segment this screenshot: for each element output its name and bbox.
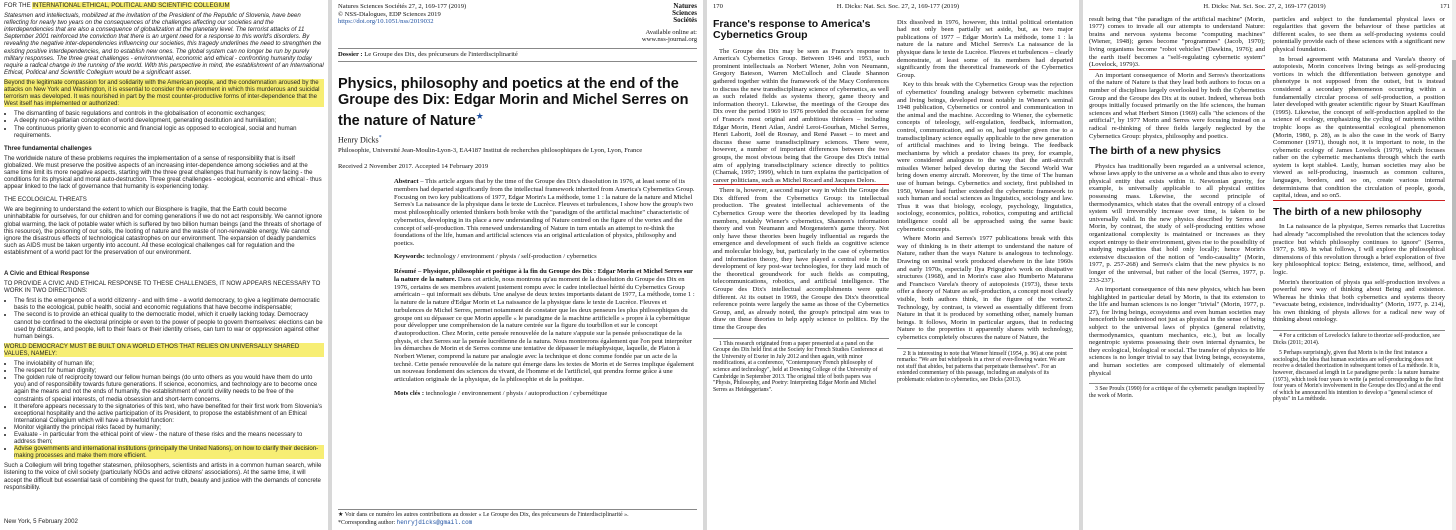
body-paragraph: Key to this break with the Cybernetics Group was the rejection of cybernetics' founding analogy between cybernetic machines and living beings, developed most notably in Wiener's seminal 1948 publication, Cybernetics or control and communication in the animal and the machine. According to Wiener, the cybernetic concepts of teleology, self-regulation, feedback, information, control, communication, and so on, had together given rise to a transdisciplinary science equally applicable to the new generation of artificial machines and to living beings. The feedback mechanisms by which a predator chases its prey, for example, were considered analogous to the way that the anti-aircraft missiles Wiener helped develop during the Second World War bring down enemy aircraft. Moreover, by the time of The human use of human beings. Cybernetics and society, first published in 1950, Wiener had further extended the cybernetic framework to such human and social sciences as linguistics, sociology and law. Thus it was that biology, ecology, psychology, linguistics, sociology, economics, politics, robotics, computing and artificial intelligence could all be approached using the same basic cybernetic concepts. — [897, 81, 1073, 233]
running-title: H. Dicks: Nat. Sci. Soc. 27, 2, 169-177 (2019) — [1203, 3, 1326, 10]
scrollbar[interactable] — [1452, 0, 1456, 530]
received-dates: Received 2 November 2017. Accepted 14 February 2019 — [338, 162, 489, 170]
footnotes: ★ Voir dans ce numéro les autres contributions au dossier « Le Groupe des Dix, des précurseurs de l'interdisciplinarité ». *Corresponding author: henryjdicks@gmail.com — [338, 509, 697, 527]
journal-logo: Natures Sciences Sociétés — [672, 2, 697, 25]
footnote: 5 Perhaps surprisingly, given that Morin is in the first instance a sociologist, the idea that human societies are self-producing does not receive a detailed theorization in subsequent tomes of La méthode. It is, however, discussed at length in Le paradigme perdu : la nature humaine (1973), which took four years to write (a period corresponding to the first four years of Morin's involvement in the Groupe des Dix) and at the end of which he announced his intention to develop a "general science of physis" in La méthode. — [1273, 350, 1444, 403]
list-item: • The first is the emergence of a world citizenry - and with time - a world democracy, to give a legitimate democratic basis to the ecological, public health, social and economic regulations that have become indispensable; — [14, 297, 324, 311]
scrollbar-thumb[interactable] — [1452, 60, 1456, 260]
keywords: technology / environment / physis / self-production / cybernetics — [426, 252, 597, 260]
article-page-171 — [1083, 0, 1456, 530]
affiliation: Philosophie, Université Jean-Moulin-Lyon-3, EA4187 Institut de recherches philosophiques de Lyon, Lyon, France — [338, 146, 643, 154]
journal-citation: Natures Sciences Sociétés 27, 2, 169-177 (2019) — [338, 3, 467, 10]
body-paragraph: The Groupe des Dix may be seen as France's response to America's Cybernetics Group. Between 1946 and 1953, such prominent intellectuals as Norbert Wiener, John von Neumann, Gregory Bateson, Warren McCulloch and Claude Shannon gathered together within the framework of the Macy Conferences to discuss the new transdisciplinary science of cybernetics, as well as such related fields as systems theory, game theory and information theory1. Likewise, the meetings of the Groupe des Dix over the period 1969 to 1976 provided the occasion for some of France's most original and ambitious thinkers – including Edgar Morin, Henri Atlan, André Leroi-Gourhan, Michel Serres, Henri Laborit, Joël de Rosnay, and René Passet – to meet and discuss these same transdisciplinary sciences. There were, however, a number of important differences between the two groups, the most obvious being that the Groupe des Dix's initial aim of applying transdisciplinary science directly to politics (Chamak, 1997; 1999), which in turn explains the participation of career politicians, such as Michel Rocard and Jacques Delors. — [713, 47, 889, 184]
list-item: • The dismantling of basic regulations and controls in the globalisation of economic exchanges; — [14, 110, 324, 117]
abstract-block: Abstract – This article argues that by the time of the Groupe des Dix's dissolution in 1976, at least some of its members had departed significantly from the intellectual framework inherited from America's Cybernetics Group. Focusing on two key publications of 1977, Edgar Morin's La méthode, tome 1 : la nature de la nature and Michel Serres's La naissance de la physique dans le texte de Lucrèce. Fleuves et turbulences, I show how the group's two most philosophically oriented thinkers both broke with the "paradigm of the artificial machine" characteristic of cybernetics, developing in its place a new understanding of Nature centred on the figure of the vortex and the concept of self-production. This renewed understanding of Nature in turn entails an attempt to re-think the foundations of the life, human and artificial sciences via an original articulation of physics, philosophy and poetics. Keywords: technology / environment / physis / self-production / cybernetics Résumé – Physique, philosophie et poétique à la fin du Groupe des Dix : Edgar Morin et Michel Serres sur la nature de la nature. Dans cet article, nous montrons qu'au moment de la dissolution du Groupe des Dix en 1976, certains de ses membres avaient justement rompu avec le cadre intellectuel hérité du Cybernetics Group américain – qui informait ses débuts. Une analyse de deux textes importants datant de 1977, La méthode, tome 1 : la nature de la nature d'Edgar Morin et La naissance de la physique dans le texte de Lucrèce. Fleuves et turbulences de Michel Serres, permet notamment de constater que les deux penseurs les plus philosophiques du groupe ont su dépasser ce que Morin appelle « le paradigme de la machine artificielle » propre à la cybernétique pour développer une compréhension de la nature centrée sur la figure du tourbillon et sur le concept d'autoproduction. Chez Morin, cette pensée renouvelée de la nature s'appuie sur la pensée présocratique de la physis, et chez Serres sur la pensée lucrétienne de la natura. Nous montrerons également que l'on peut interpréter les démarches de Morin et de Serres comme une tentative de dépasser le métaphysique, laquelle, de Platon à Norbert Wiener, comprend la nature par analogie avec la technique et donc comme fondée par un acte de la technè. Cette pensée renouvelée de la nature qui émerge dans les textes de Morin et de Serres implique également un nouveau fondement des sciences du vivant, de l'homme et de l'artificiel, qui prendra forme grâce à une articulation originale de la physique, de la philosophie et de la poétique. Mots clés : technologie / environnement / physis / autoproduction / cybernétique — [394, 178, 695, 397]
doi-link[interactable]: https://doi.org/10.1051/nss/2019032 — [338, 18, 434, 26]
intro-paragraph: Statesmen and intellectuals, mobilized at the invitation of the President of the Republic of Slovenia, have been reflecting for nearly two years on the consequences of the challenges affecting our societies and the interdependencies that are also a consequence of globalization at the planetary level. The terrorist attacks of 11 September 2001 reinforced the conviction that there is an urgent need for a response to this world's disorders. By revealing the negative inter-dependencies influencing our societies, this tragedy underlines the need to strengthen the existing positive interdependencies, and to establish new ones. The global system can no longer be run by purely military responses. The three great challenges - environmental, economic and ethical - confronting humanity today require a radical change in the running of the world. With this perspective in mind, the establishment of an International Ethical, Political and Scientific Collegium would be a significant asset. — [4, 12, 324, 76]
footnote: 2 It is interesting to note that Wiener himself (1954, p. 96) at one point remarks: "We are but whirlpools in a river of ever-flowing water. We are not stuff that abides, but patterns that perpetuate themselves". For an extended commentary of this passage, including an analysis of its problematic relation to cybernetics, see Dicks (2013). — [897, 348, 1073, 384]
body-paragraph: An important consequence of Morin and Serres's theorizations of the nature of Nature is that they lead both authors to focus on a number of disciplines largely overlooked by both the Cybernetics Group and the Groupe des Dix at its outset. Indeed, whereas both groups initially focused primarily on the life sciences, the human sciences and what Herbert Simon (1969) calls "the sciences of the artificial", by 1977 Morin and Serres were focusing instead on a radical re-thinking of three fields largely neglected by the Cybernetics Group: physics, philosophy and poetics. — [1089, 71, 1265, 140]
civic-intro: TO PROVIDE A CIVIC AND ETHICAL RESPONSE TO THESE CHALLENGES, IT NOW APPEARS NECESSARY TO WORK IN TWO DIRECTIONS: — [4, 280, 321, 295]
journal-site: www.nss-journal.org — [641, 36, 697, 44]
copyright: © NSS-Dialogues, EDP Sciences 2019 — [338, 10, 441, 18]
abstract-label: Abstract — [394, 178, 419, 186]
body-paragraph: result being that "the paradigm of the artificial machine" (Morin, 1977) comes to invade all our attempts to understand Nature: brains and nervous systems become "computing machines" (Wiener, 1948); genes become "programmes" (Jacob, 1970); living organisms become "robot vehicles" (Dawkins, 1976); and the earth itself becomes a "self-regulating cybernetic system" (Lovelock, 1979)3. — [1089, 15, 1265, 69]
ethos-paragraph: WORLD DEMOCRACY MUST BE BUILT ON A WORLD ETHOS THAT RELIES ON UNIVERSALLY SHARED VALUES, NAMELY: — [4, 343, 324, 357]
title-star-mark: ★ — [475, 110, 484, 121]
footnote: 1 This research originated from a paper presented at a panel on the Groupe des Dix held first at the Society for French Studies Conference at the University of Exeter in July 2012 and then again, with minor modifications, at a conference, "Contemporary French philosophy of science and technology", held at Downing College of the University of Cambridge in September 2013. The original title of both papers was "Physis, Philosophy, and Poetry: Interpreting Edgar Morin and Michel Serres as Heideggerians". — [713, 338, 889, 394]
page-number: 170 — [713, 3, 723, 10]
bullet-list-1 — [4, 110, 324, 138]
closing-paragraph: Such a Collegium will bring together statesmen, philosophers, scientists and artists in a common human search, while listening to the voice of civil society (particularly NGOs and active citizens' associations). At the same time, it will accept the difficult but essential task of combining the quest for truth, beauty and justice with the demands of concrete responsibility. — [4, 462, 322, 491]
footer-date: New York, 5 February 2002 — [4, 517, 78, 525]
available-online: Available online at: — [645, 28, 697, 36]
manifesto-page — [0, 0, 328, 530]
page-number: 171 — [1440, 3, 1450, 10]
body-paragraph: An important consequence of this new physics, which has been highlighted in particular detail by Morin, is that its extension to the life and human sciences is no longer "trivial" (Morin, 1977, p. 27), for living beings, ecosystems and even human societies may henceforth be understood not just as physical in the sense of being subject to the universal laws of physics (general relativity, thermodynamics, quantum mechanics, etc.), but as locally negentropic systems possessing their own internal dynamics, be they ecological, biological or social. The transfer of physics to life sciences is no longer trivial to say that living beings, ecosystems, and human societies are composed ultimately of elemental physical — [1089, 286, 1265, 377]
list-item: • The continuous priority given to economic and financial logic as opposed to ecological, social and human requirements. — [14, 125, 324, 139]
list-item: • Advise governments and international institutions (principally the United Nations), on how to clarify their decision-making processes and make them more efficient. — [14, 445, 324, 459]
running-header — [713, 3, 1073, 11]
abstract-text: – This article argues that by the time of the Groupe des Dix's dissolution in 1976, at least some of its members had departed significantly from the intellectual framework inherited from America's Cybernetics Group. Focusing on two key publications of 1977, Edgar Morin's La méthode, tome 1 : la nature de la nature and Michel Serres's La naissance de la physique dans le texte de Lucrèce. Fleuves et turbulences, I show how the group's two most philosophically oriented thinkers both broke with the "paradigm of the artificial machine" characteristic of cybernetics, developing in its place a new understanding of Nature centred on the figure of the vortex and the concept of self-production. This renewed understanding of Nature in turn entails an attempt to re-think the foundations of the life, human and artificial sciences via an original articulation of physics, philosophy and poetics. — [394, 178, 695, 247]
values-list — [4, 360, 324, 459]
running-title: H. Dicks: Nat. Sci. Soc. 27, 2, 169-177 (2019) — [836, 3, 960, 10]
body-paragraph: Morin's theorization of physis qua self-production involves a powerful new way of thinking about Being and existence. Whereas he thinks that both cybernetics and systems theory "evacuate being, existence, individuality" (Morin, 1977, p. 214), his own thinking of physis allows for a radical new way of thinking about ontology. — [1273, 278, 1445, 324]
list-item: • Evaluate - in particular from the ethical point of view - the nature of these risks and the means necessary to address them; — [14, 431, 324, 445]
body-paragraph: Where Morin and Serres's 1977 publications break with this way of thinking is in their attempt to understand the nature of Nature, rather than the ways Nature is analogous to technology. Drawing on seminal work produced elsewhere in the late 1960s and early 1970s, especially Ilya Prigogine's work on dissipative structures (1968), and in Morin's case also Humberto Maturana and Francisco Varela's theory of autopoiesis (1973), these texts offer a theory of Nature as self-production, a concept most clearly visible, both authors think, in the figure of the vortex2. Technology, by contrast, is viewed as essentially different from Nature in that it is produced by something other, namely human beings. It follows, Morin in particular argues, that in reducing Nature to the properties it apparently shares with technology, cybernetics completely obscures the nature of Nature, the — [897, 235, 1073, 341]
threats-paragraph: We are beginning to understand the extent to which our Biosphere is fragile, that the Earth could become uninhabitable for ourselves, for our children and for coming generations if we do not act responsibly. We cannot ignore global warming, the lack of potable water which is suffered by two billion human beings (and the threats of shortage of this resource), the poisoning of our soils, the looting of nature and the waste of non-renewable energy. We cannot ignore the disastrous effects of technological catastrophes on our environment. The expansion of deadly pandemics such as AIDS must be taken urgently into account. All these ecological challenges call for regulation and the establishment of a world pact for the preservation of our environment. — [4, 206, 323, 256]
list-item: • A deeply non-egalitarian conception of world development, generating destitution and humiliation; — [14, 117, 324, 124]
body-paragraph: There is, however, a second major way in which the Groupe des Dix differed from the Cybernetics Group: its intellectual production. The greatest intellectual achievements of the Cybernetics Group were the theories developed by its leading members, notably Wiener's cybernetics, Shannon's information theory and von Neumann and Morgenstern's game theory. Not only have these theories been hugely influential as regards the emergence and development of such fields as cognitive science and molecular biology, but, particularly in the case of cybernetics and information theory, they have played a central role in the development of key post-war technologies, for they laid much of the theoretical groundwork for such fields as computing, telecommunications, robotics, and artificial intelligence. The Groupe des Dix's intellectual accomplishments were quite different. At its outset in 1969, the Groupe des Dix's theoretical reference points were largely the same as those of the Cybernetics Group, and, as already noted, the group's principal aim was to draw on these theories to help apply science to politics. By the time the Groupe des — [713, 187, 889, 331]
body-paragraph: Physics has traditionally been regarded as a universal science, whose laws apply to the universe as a whole and thus also to every physical entity that exists within it. Newtonian gravity, for example, is universally applicable to all physical entities possessing mass. Likewise, the second principle of thermodynamics, which states that the overall entropy of a closed system will irreversibly increase over time, is taken to be universally valid. In the new physics described by Serres and Morin, by contrast, the study of self-producing entities whose organizational complexity is maintained or increases as they export entropy to their environment, gives rise to the possibility of studying regularities that hold only locally; hence Morin's extensive discussion of the notion of "endo-causality" (Morin, 1977, p. 257-268) and Serres's claim that the new physics is no longer of the universal, but rather of the local (Serres, 1977, p. 233-237). — [1089, 162, 1265, 284]
collegium-title: INTERNATIONAL ETHICAL, POLITICAL AND SCIENTIFIC COLLEGIUM — [32, 2, 230, 9]
running-header — [1089, 3, 1450, 11]
list-item: • Monitor vigilantly the principal risks faced by humanity; — [14, 424, 324, 431]
article-title: Physics, philosophy and poetics at the end of the Groupe des Dix: Edgar Morin and Michel Serres on the nature of Nature★ — [338, 75, 689, 129]
body-paragraph: In La naissance de la physique, Serres remarks that Lucretius had already "accomplished the revolution that the sciences today practice but which philosophy continues to ignore" (Serres, 1977, p. 98). In what follows, I will explore the philosophical dimensions of this revolution through a brief exploration of five key philosophical topics: Being, existence, time, selfhood, and logic. — [1273, 223, 1445, 276]
footnote: 4 For a criticism of Lovelock's failure to theorize self-production, see Dicks (2011; 2014). — [1273, 330, 1445, 346]
for-line: FOR THE INTERNATIONAL ETHICAL, POLITICAL AND SCIENTIFIC COLLEGIUM — [4, 2, 230, 9]
bullet-list-2 — [4, 297, 324, 340]
heading-threats: THE ECOLOGICAL THREATS — [4, 196, 87, 204]
list-item: • The golden rule of reciprocity toward our fellow human beings (do unto others as you would have them do unto you) and of responsibility towards future generations. If science, economics, and technology are to become once again the means and not the ends of humanity, the establishment of world civility needs to be free of the constraints of special interests, of media obsession and short-term concerns. — [14, 374, 324, 402]
list-item: • The respect for human dignity; — [14, 367, 324, 374]
list-item: • It therefore appears necessary to the signatories of this text, who have benefited for their first work from Slovenia's exceptional hospitality and the active participation of its President, to propose the establishment of an Ethical International Collegium which will have a threefold function: — [14, 403, 324, 424]
para-terrorism: Beyond the legitimate compassion for and solidarity with the American people, and the condemnation aroused by the attacks on New York and Washington, it is essential to consider the environment in which this murderous and suicidal terrorism was developed. It was nourished in part by the most counter-productive forms of inter-dependence that the West itself has implemented or authorized: — [4, 79, 324, 107]
author-name: Henry Dicks* — [338, 134, 382, 145]
article-first-page — [332, 0, 703, 530]
author-email-link[interactable]: henryjdicks@gmail.com — [396, 519, 473, 526]
section-heading: The birth of a new physics — [1089, 145, 1221, 158]
challenges-paragraph: The worldwide nature of these problems requires the implementation of a sense of responsibility that is itself globalized. We must preserve the positive aspects of an increasing inter-dependence among societies and at the same time limit its more negative aspects, starting with the three great challenges that humanity is now facing - the conditions for its physical and moral auto-destruction. Three great challenges - ecological, economic and ethical - thus appear linked to the lack of governance that humanity is experiencing today. — [4, 154, 322, 191]
resume-title: Physique, philosophie et poétique à la fin du Groupe des Dix : Edgar Morin et Michel Serres sur la nature de la nature. — [394, 268, 693, 284]
footnote: 3 See Proulx (1990) for a critique of the cybernetic paradigm inspired by the work of Morin. — [1089, 383, 1265, 399]
body-paragraph: particles and subject to the fundamental physical laws or regularities that govern the behaviour of these particles at different scales, to see them as self-producing systems could potentially provide each of these sciences with a significant new physical foundation. — [1273, 15, 1445, 53]
journal-header — [338, 3, 697, 44]
heading-challenges: Three fundamental challenges — [4, 144, 92, 152]
list-item: • The inviolability of human life; — [14, 360, 324, 367]
dossier-line: Dossier : Le Groupe des Dix, des précurseurs de l'interdisciplinarité — [338, 48, 697, 62]
resume-text: Dans cet article, nous montrons qu'au moment de la dissolution du Groupe des Dix en 1976, certains de ses membres avaient justement rompu avec le cadre intellectuel hérité du Cybernetics Group américain – qui informait ses débuts. Une analyse de deux textes importants datant de 1977, La méthode, tome 1 : la nature de la nature d'Edgar Morin et La naissance de la physique dans le texte de Lucrèce. Fleuves et turbulences de Michel Serres, permet notamment de constater que les deux penseurs les plus philosophiques du groupe ont su dépasser ce que Morin appelle « le paradigme de la machine artificielle » propre à la cybernétique pour développer une compréhension de la nature centrée sur la figure du tourbillon et sur le concept d'autoproduction. Chez Morin, cette pensée renouvelée de la nature s'appuie sur la pensée présocratique de la physis, et chez Serres sur la pensée lucrétienne de la natura. Nous montrerons également que l'on peut interpréter les démarches de Morin et de Serres comme une tentative de dépasser le métaphysique, laquelle, de Platon à Norbert Wiener, comprend la nature par analogie avec la technique et donc comme fondée par un acte de la technè. Cette pensée renouvelée de la nature qui émerge dans les textes de Morin et de Serres implique également un nouveau fondement des sciences du vivant, de l'homme et de l'artificiel, qui prendra forme grâce à une articulation originale de la physique, de la philosophie et de la poétique. — [394, 276, 695, 384]
mots-cles: technologie / environnement / physis / autoproduction / cybernétique — [425, 389, 608, 397]
section-heading: France's response to America's Cybernetics Group — [713, 17, 871, 42]
section-heading: The birth of a new philosophy — [1273, 205, 1422, 218]
heading-civic: A Civic and Ethical Response — [4, 270, 90, 277]
list-item: • The second is to provide an ethical quality to the democratic model, which it cruelly lacking today. Democracy cannot be confined to the electoral principle or even to the power of people to govern themselves: elections can be used by dictators, and people, left to their fears or their identity crises, can turn to war or oppression against other human beings. — [14, 311, 324, 339]
body-paragraph: Dix dissolved in 1976, however, this initial political orientation had not only been partially set aside, but, as two major publications of 1977 – Edgar Morin's La méthode, tome 1 : la nature de la nature and Michel Serres's La naissance de la physique dans le texte de Lucrèce. Fleuves et turbulences – clearly demonstrate, at least some of its members had departed significantly from the theoretical framework of the Cybernetics Group. — [897, 18, 1073, 79]
article-page-170 — [707, 0, 1079, 530]
body-paragraph: In broad agreement with Maturana and Varela's theory of autopoiesis, Morin conceives living beings as self-producing vortices in which the differentiation between genotype and phenotype is not supposed from the outset, but is instead considered a secondary phenomenon occurring within a fundamentally circular process of self-production, a position later developed with greater scientific rigour by Stuart Kauffman (1995). Likewise, the concept of self-production applied to the science of ecology, emphasizing the cycling of nutrients within trophic loops as the quintessential ecological phenomenon (Morin, 1980, p. 28), as is also the case in the work of Barry Commoner (1971), though not, it is important to note, in the cybernetic ecology of James Lovelock (1979), which focuses rather on the cybernetic mechanisms through which the earth system is kept stable4. Lastly, human societies may also be viewed as self-producing, inasmuch as common cultures, languages, borders, and so on, create various internal determinisms that condition the circulation of people, goods, capital, ideas, and so on5. — [1273, 55, 1445, 200]
